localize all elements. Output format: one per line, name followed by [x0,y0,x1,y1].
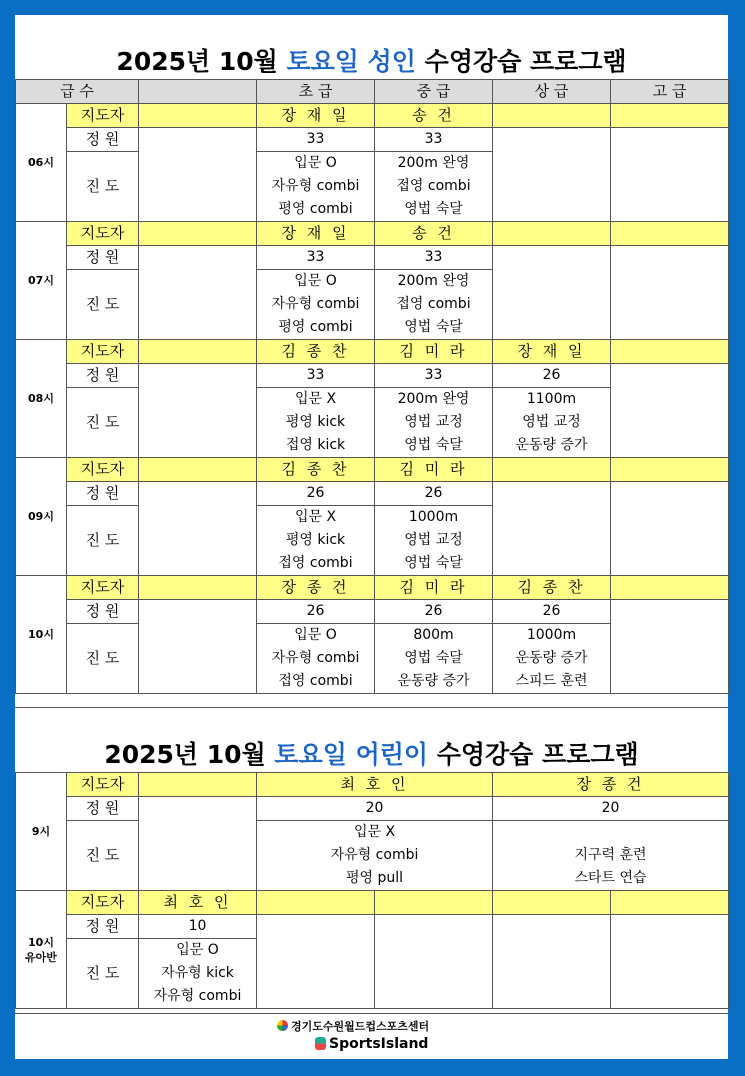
capacity-cell: 33 [375,364,493,388]
capacity-row [16,246,729,270]
instructor-row [16,222,729,246]
instructor-cell: 김 미 라 [375,340,493,364]
empty-cell [139,104,257,128]
instructor-label: 지도자 [67,458,139,482]
empty-cell [375,891,493,915]
advanced-header: 상 급 [493,80,611,104]
instructor-cell [493,222,611,246]
empty-cell [139,364,257,458]
intermediate-header: 중 급 [375,80,493,104]
capacity-cell: 33 [375,128,493,152]
empty-cell [611,891,729,915]
empty-cell [493,482,611,576]
instructor-cell [611,222,729,246]
progress-cell: 자유형 combi [257,175,375,198]
kids10-progress-line3: 자유형 combi [139,985,257,1009]
instructor-row [16,340,729,364]
empty-cell [139,222,257,246]
instructor-cell: 장 재 일 [257,104,375,128]
progress-cell: 영법 교정 [375,529,493,552]
capacity-label: 정 원 [67,246,139,270]
kids10-time: 10시 유아반 [16,891,67,1009]
empty-cell [139,128,257,222]
progress-cell: 영법 숙달 [375,434,493,458]
empty-cell [139,797,257,891]
progress-label: 진 도 [67,152,139,222]
progress-cell: 평영 kick [257,529,375,552]
progress-label: 진 도 [67,821,139,891]
progress-cell: 접영 kick [257,434,375,458]
kids9-progress-1-line1: 입문 X [257,821,493,845]
instructor-cell [493,458,611,482]
instructor-label: 지도자 [67,891,139,915]
progress-cell: 영법 교정 [493,411,611,434]
instructor-cell: 김 종 찬 [257,340,375,364]
progress-cell: 평영 kick [257,411,375,434]
expert-header: 고 급 [611,80,729,104]
capacity-label: 정 원 [67,128,139,152]
progress-cell: 운동량 증가 [493,434,611,458]
capacity-cell: 26 [493,600,611,624]
capacity-cell: 33 [257,364,375,388]
instructor-cell: 장 종 건 [257,576,375,600]
progress-cell: 1000m [493,624,611,648]
kids9-instructor-2: 장 종 건 [493,773,729,797]
progress-cell: 입문 X [257,388,375,412]
progress-cell: 운동량 증가 [375,670,493,694]
kids9-time: 9시 [16,773,67,891]
progress-cell: 평영 combi [257,316,375,340]
empty-cell [257,891,375,915]
kids10-progress-line1: 입문 O [139,939,257,963]
empty-cell [139,600,257,694]
empty-cell [611,364,729,458]
instructor-label: 지도자 [67,104,139,128]
empty-cell [611,600,729,694]
instructor-cell: 송 건 [375,104,493,128]
progress-cell: 입문 O [257,152,375,176]
time-slot: 10시 [16,576,67,694]
worldcup-logo-icon [277,1020,288,1031]
capacity-cell: 26 [257,600,375,624]
empty-cell [493,128,611,222]
time-slot: 08시 [16,340,67,458]
empty-cell [493,246,611,340]
capacity-cell: 26 [493,364,611,388]
grade-header: 급 수 [16,80,139,104]
empty-cell [139,340,257,364]
progress-cell: 영법 교정 [375,411,493,434]
kids9-progress-1-line2: 자유형 combi [257,844,493,867]
instructor-cell [611,104,729,128]
kids9-capacity-row [16,797,729,821]
kids10-capacity: 10 [139,915,257,939]
instructor-cell: 김 미 라 [375,576,493,600]
time-slot: 07시 [16,222,67,340]
footer [15,1013,728,1060]
empty-cell [139,246,257,340]
empty-cell [139,773,257,797]
progress-cell: 스피드 훈련 [493,670,611,694]
capacity-label: 정 원 [67,482,139,506]
kids9-capacity-1: 20 [257,797,493,821]
empty-cell [611,915,729,1009]
section-divider [15,707,728,708]
empty-cell [611,482,729,576]
kids9-instructor-1: 최 호 인 [257,773,493,797]
capacity-label: 정 원 [67,600,139,624]
instructor-cell [611,340,729,364]
progress-label: 진 도 [67,624,139,694]
kids10-progress-line2: 자유형 kick [139,962,257,985]
capacity-row [16,600,729,624]
kids9-progress-row [16,821,729,845]
progress-cell: 200m 완영 [375,388,493,412]
progress-label: 진 도 [67,388,139,458]
kids9-progress-1-line3: 평영 pull [257,867,493,891]
kids-title: 2025년 10월 토요일 어린이 수영강습 프로그램 [104,740,639,769]
empty-cell [139,458,257,482]
progress-cell: 운동량 증가 [493,647,611,670]
footer-brand: SportsIsland [315,1036,428,1052]
beginner-header: 초 급 [257,80,375,104]
progress-cell: 평영 combi [257,198,375,222]
empty-cell [493,915,611,1009]
progress-cell: 입문 X [257,506,375,530]
progress-cell: 1100m [493,388,611,412]
progress-cell: 800m [375,624,493,648]
kids10-instructor: 최 호 인 [139,891,257,915]
sportsisland-logo-icon [315,1037,326,1050]
footer-org: 경기도수원월드컵스포츠센터 [277,1018,429,1034]
capacity-row [16,128,729,152]
empty-cell [139,576,257,600]
time-slot: 06시 [16,104,67,222]
progress-cell: 영법 숙달 [375,647,493,670]
empty-header [139,80,257,104]
instructor-cell [493,104,611,128]
progress-label: 진 도 [67,270,139,340]
progress-cell: 영법 숙달 [375,198,493,222]
capacity-cell: 33 [257,128,375,152]
capacity-label: 정 원 [67,364,139,388]
kids9-progress-2-line3: 스타트 연습 [493,867,729,891]
progress-cell: 자유형 combi [257,647,375,670]
empty-cell [375,915,493,1009]
instructor-cell: 김 종 찬 [493,576,611,600]
instructor-label: 지도자 [67,340,139,364]
instructor-cell [611,458,729,482]
capacity-cell: 26 [375,482,493,506]
progress-cell: 1000m [375,506,493,530]
progress-cell: 접영 combi [257,670,375,694]
instructor-row [16,458,729,482]
capacity-cell: 26 [375,600,493,624]
instructor-cell [611,576,729,600]
capacity-label: 정 원 [67,797,139,821]
empty-cell [611,128,729,222]
progress-cell: 접영 combi [375,293,493,316]
kids9-instructor-row [16,773,729,797]
progress-cell: 접영 combi [257,552,375,576]
instructor-cell: 김 종 찬 [257,458,375,482]
kids-schedule-table [15,772,729,1009]
progress-cell: 입문 O [257,270,375,294]
progress-cell: 영법 숙달 [375,552,493,576]
instructor-label: 지도자 [67,576,139,600]
instructor-row [16,576,729,600]
progress-cell: 입문 O [257,624,375,648]
kids9-progress-2-line2: 지구력 훈련 [493,844,729,867]
instructor-label: 지도자 [67,773,139,797]
kids10-capacity-row [16,915,729,939]
time-slot: 09시 [16,458,67,576]
instructor-cell: 장 재 일 [493,340,611,364]
kids10-instructor-row [16,891,729,915]
progress-cell: 접영 combi [375,175,493,198]
empty-cell [139,482,257,576]
empty-cell [493,891,611,915]
adult-header-row [16,80,729,104]
empty-cell [611,246,729,340]
progress-label: 진 도 [67,506,139,576]
capacity-cell: 33 [375,246,493,270]
progress-cell: 영법 숙달 [375,316,493,340]
capacity-row [16,364,729,388]
progress-cell: 200m 완영 [375,152,493,176]
instructor-cell: 김 미 라 [375,458,493,482]
capacity-row [16,482,729,506]
kids9-progress-2-line1 [493,821,729,845]
capacity-label: 정 원 [67,915,139,939]
adult-schedule-table [15,79,729,694]
capacity-cell: 26 [257,482,375,506]
progress-label: 진 도 [67,939,139,1009]
instructor-cell: 송 건 [375,222,493,246]
capacity-cell: 33 [257,246,375,270]
instructor-label: 지도자 [67,222,139,246]
kids9-capacity-2: 20 [493,797,729,821]
instructor-row [16,104,729,128]
progress-cell: 200m 완영 [375,270,493,294]
empty-cell [257,915,375,1009]
instructor-cell: 장 재 일 [257,222,375,246]
progress-cell: 자유형 combi [257,293,375,316]
adult-title: 2025년 10월 토요일 성인 수영강습 프로그램 [116,47,627,76]
schedule-sheet [15,15,728,1059]
